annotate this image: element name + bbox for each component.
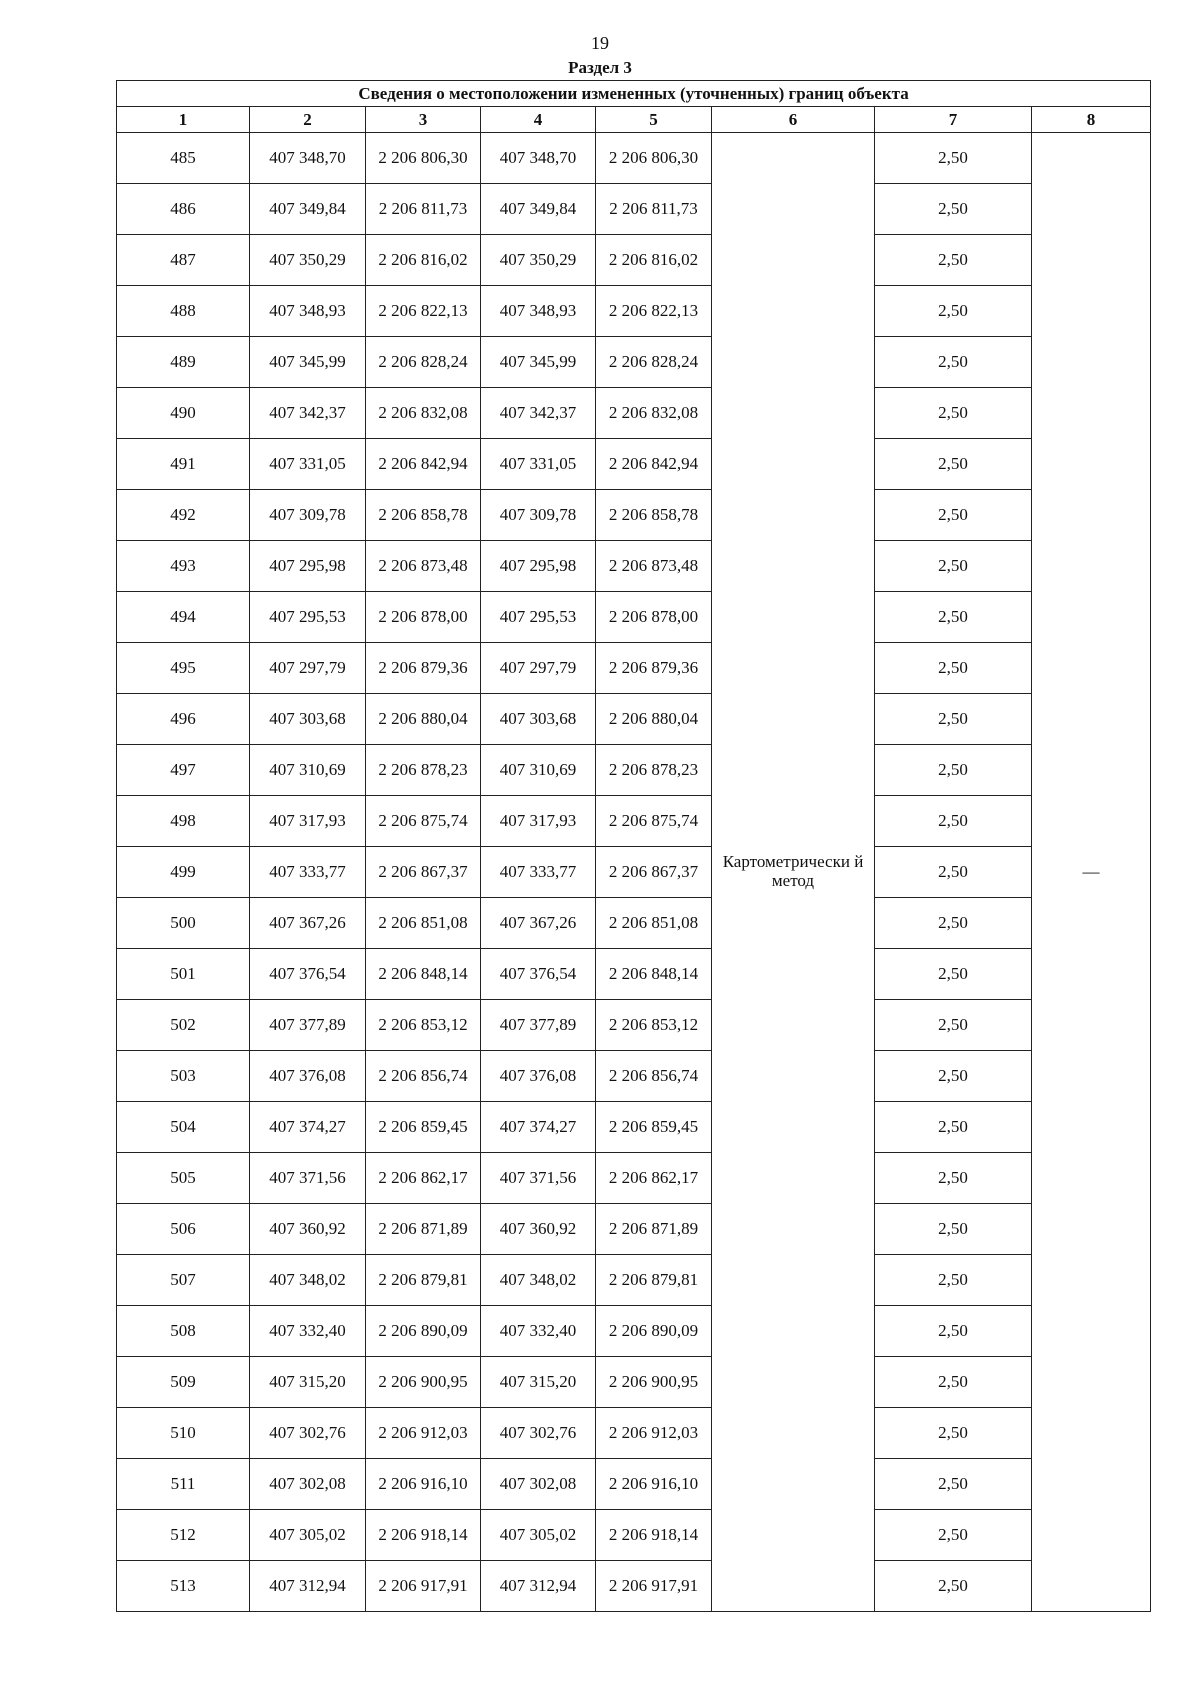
y-existing-cell: 2 206 878,23: [366, 745, 481, 796]
accuracy-cell: 2,50: [875, 1408, 1032, 1459]
x-existing-cell: 407 305,02: [250, 1510, 366, 1561]
x-updated-cell: 407 295,98: [481, 541, 596, 592]
accuracy-cell: 2,50: [875, 133, 1032, 184]
table-row: [117, 1510, 1151, 1561]
x-existing-cell: 407 348,70: [250, 133, 366, 184]
y-updated-cell: 2 206 853,12: [596, 1000, 712, 1051]
x-updated-cell: 407 302,08: [481, 1459, 596, 1510]
point-number-cell: 497: [117, 745, 250, 796]
column-header: 8: [1032, 107, 1151, 133]
x-updated-cell: 407 350,29: [481, 235, 596, 286]
table-row: [117, 133, 1151, 184]
x-existing-cell: 407 349,84: [250, 184, 366, 235]
table-row: [117, 745, 1151, 796]
table-row: [117, 235, 1151, 286]
y-existing-cell: 2 206 916,10: [366, 1459, 481, 1510]
point-number-cell: 511: [117, 1459, 250, 1510]
x-updated-cell: 407 331,05: [481, 439, 596, 490]
point-number-cell: 504: [117, 1102, 250, 1153]
column-header: 1: [117, 107, 250, 133]
x-existing-cell: 407 295,98: [250, 541, 366, 592]
y-updated-cell: 2 206 916,10: [596, 1459, 712, 1510]
y-updated-cell: 2 206 875,74: [596, 796, 712, 847]
x-updated-cell: 407 371,56: [481, 1153, 596, 1204]
x-existing-cell: 407 295,53: [250, 592, 366, 643]
accuracy-cell: 2,50: [875, 337, 1032, 388]
column-header: 4: [481, 107, 596, 133]
y-existing-cell: 2 206 856,74: [366, 1051, 481, 1102]
y-existing-cell: 2 206 858,78: [366, 490, 481, 541]
accuracy-cell: 2,50: [875, 1102, 1032, 1153]
point-number-cell: 489: [117, 337, 250, 388]
y-updated-cell: 2 206 828,24: [596, 337, 712, 388]
boundary-coordinates-table: [116, 80, 1151, 1612]
point-number-cell: 505: [117, 1153, 250, 1204]
section-title: Раздел 3: [568, 58, 632, 77]
y-updated-cell: 2 206 859,45: [596, 1102, 712, 1153]
column-header: 2: [250, 107, 366, 133]
y-existing-cell: 2 206 871,89: [366, 1204, 481, 1255]
x-updated-cell: 407 349,84: [481, 184, 596, 235]
x-updated-cell: 407 317,93: [481, 796, 596, 847]
column-header: 5: [596, 107, 712, 133]
x-updated-cell: 407 302,76: [481, 1408, 596, 1459]
x-updated-cell: 407 332,40: [481, 1306, 596, 1357]
x-existing-cell: 407 376,08: [250, 1051, 366, 1102]
table-caption: Сведения о местоположении измененных (уточненных) границ объекта: [117, 81, 1151, 107]
accuracy-cell: 2,50: [875, 898, 1032, 949]
accuracy-cell: 2,50: [875, 745, 1032, 796]
y-existing-cell: 2 206 878,00: [366, 592, 481, 643]
point-number-cell: 491: [117, 439, 250, 490]
y-updated-cell: 2 206 842,94: [596, 439, 712, 490]
accuracy-cell: 2,50: [875, 847, 1032, 898]
y-existing-cell: 2 206 900,95: [366, 1357, 481, 1408]
point-number-cell: 509: [117, 1357, 250, 1408]
table-row: [117, 1459, 1151, 1510]
x-updated-cell: 407 297,79: [481, 643, 596, 694]
table-row: [117, 1306, 1151, 1357]
y-existing-cell: 2 206 867,37: [366, 847, 481, 898]
table-row: [117, 949, 1151, 1000]
x-existing-cell: 407 342,37: [250, 388, 366, 439]
point-number-cell: 506: [117, 1204, 250, 1255]
y-existing-cell: 2 206 879,81: [366, 1255, 481, 1306]
table-row: [117, 1255, 1151, 1306]
x-existing-cell: 407 303,68: [250, 694, 366, 745]
y-existing-cell: 2 206 848,14: [366, 949, 481, 1000]
column-header: 3: [366, 107, 481, 133]
y-updated-cell: 2 206 890,09: [596, 1306, 712, 1357]
accuracy-cell: 2,50: [875, 1153, 1032, 1204]
x-existing-cell: 407 332,40: [250, 1306, 366, 1357]
y-updated-cell: 2 206 856,74: [596, 1051, 712, 1102]
y-updated-cell: 2 206 822,13: [596, 286, 712, 337]
point-number-cell: 490: [117, 388, 250, 439]
x-updated-cell: 407 348,70: [481, 133, 596, 184]
y-updated-cell: 2 206 871,89: [596, 1204, 712, 1255]
x-updated-cell: 407 333,77: [481, 847, 596, 898]
x-updated-cell: 407 348,93: [481, 286, 596, 337]
column-header: 7: [875, 107, 1032, 133]
y-existing-cell: 2 206 879,36: [366, 643, 481, 694]
table-row: [117, 1153, 1151, 1204]
x-existing-cell: 407 348,02: [250, 1255, 366, 1306]
y-updated-cell: 2 206 912,03: [596, 1408, 712, 1459]
method-cell: Картометрически й метод: [712, 133, 875, 1612]
y-updated-cell: 2 206 862,17: [596, 1153, 712, 1204]
point-number-cell: 503: [117, 1051, 250, 1102]
point-number-cell: 510: [117, 1408, 250, 1459]
accuracy-cell: 2,50: [875, 1255, 1032, 1306]
x-updated-cell: 407 376,08: [481, 1051, 596, 1102]
point-number-cell: 488: [117, 286, 250, 337]
column-header: 6: [712, 107, 875, 133]
point-number-cell: 486: [117, 184, 250, 235]
y-existing-cell: 2 206 862,17: [366, 1153, 481, 1204]
note-cell: —: [1032, 133, 1151, 1612]
x-existing-cell: 407 302,76: [250, 1408, 366, 1459]
x-updated-cell: 407 295,53: [481, 592, 596, 643]
y-updated-cell: 2 206 873,48: [596, 541, 712, 592]
y-existing-cell: 2 206 880,04: [366, 694, 481, 745]
y-existing-cell: 2 206 875,74: [366, 796, 481, 847]
x-updated-cell: 407 348,02: [481, 1255, 596, 1306]
y-updated-cell: 2 206 879,81: [596, 1255, 712, 1306]
y-existing-cell: 2 206 853,12: [366, 1000, 481, 1051]
table-row: [117, 490, 1151, 541]
table-row: [117, 643, 1151, 694]
x-existing-cell: 407 309,78: [250, 490, 366, 541]
y-existing-cell: 2 206 873,48: [366, 541, 481, 592]
x-updated-cell: 407 303,68: [481, 694, 596, 745]
y-updated-cell: 2 206 851,08: [596, 898, 712, 949]
y-existing-cell: 2 206 816,02: [366, 235, 481, 286]
x-existing-cell: 407 310,69: [250, 745, 366, 796]
x-updated-cell: 407 315,20: [481, 1357, 596, 1408]
x-updated-cell: 407 309,78: [481, 490, 596, 541]
point-number-cell: 485: [117, 133, 250, 184]
point-number-cell: 500: [117, 898, 250, 949]
y-updated-cell: 2 206 878,23: [596, 745, 712, 796]
y-updated-cell: 2 206 858,78: [596, 490, 712, 541]
x-existing-cell: 407 315,20: [250, 1357, 366, 1408]
y-updated-cell: 2 206 816,02: [596, 235, 712, 286]
point-number-cell: 508: [117, 1306, 250, 1357]
table-row: [117, 1408, 1151, 1459]
accuracy-cell: 2,50: [875, 1000, 1032, 1051]
point-number-cell: 494: [117, 592, 250, 643]
x-existing-cell: 407 350,29: [250, 235, 366, 286]
accuracy-cell: 2,50: [875, 1459, 1032, 1510]
y-existing-cell: 2 206 912,03: [366, 1408, 481, 1459]
y-updated-cell: 2 206 832,08: [596, 388, 712, 439]
x-existing-cell: 407 333,77: [250, 847, 366, 898]
accuracy-cell: 2,50: [875, 541, 1032, 592]
y-existing-cell: 2 206 917,91: [366, 1561, 481, 1612]
point-number-cell: 496: [117, 694, 250, 745]
point-number-cell: 498: [117, 796, 250, 847]
x-existing-cell: 407 377,89: [250, 1000, 366, 1051]
accuracy-cell: 2,50: [875, 1357, 1032, 1408]
x-updated-cell: 407 376,54: [481, 949, 596, 1000]
table-row: [117, 439, 1151, 490]
y-existing-cell: 2 206 822,13: [366, 286, 481, 337]
x-existing-cell: 407 367,26: [250, 898, 366, 949]
accuracy-cell: 2,50: [875, 643, 1032, 694]
y-updated-cell: 2 206 878,00: [596, 592, 712, 643]
accuracy-cell: 2,50: [875, 592, 1032, 643]
table-row: [117, 184, 1151, 235]
y-updated-cell: 2 206 848,14: [596, 949, 712, 1000]
table-row: [117, 847, 1151, 898]
x-existing-cell: 407 348,93: [250, 286, 366, 337]
accuracy-cell: 2,50: [875, 694, 1032, 745]
table-row: [117, 1000, 1151, 1051]
x-existing-cell: 407 360,92: [250, 1204, 366, 1255]
column-header-row: [117, 107, 1151, 133]
x-existing-cell: 407 374,27: [250, 1102, 366, 1153]
y-existing-cell: 2 206 859,45: [366, 1102, 481, 1153]
x-updated-cell: 407 342,37: [481, 388, 596, 439]
y-updated-cell: 2 206 811,73: [596, 184, 712, 235]
y-existing-cell: 2 206 842,94: [366, 439, 481, 490]
point-number-cell: 493: [117, 541, 250, 592]
x-updated-cell: 407 345,99: [481, 337, 596, 388]
point-number-cell: 502: [117, 1000, 250, 1051]
x-updated-cell: 407 305,02: [481, 1510, 596, 1561]
table-row: [117, 286, 1151, 337]
accuracy-cell: 2,50: [875, 439, 1032, 490]
table-row: [117, 1357, 1151, 1408]
table-row: [117, 592, 1151, 643]
x-existing-cell: 407 317,93: [250, 796, 366, 847]
point-number-cell: 501: [117, 949, 250, 1000]
accuracy-cell: 2,50: [875, 235, 1032, 286]
table-row: [117, 337, 1151, 388]
y-updated-cell: 2 206 917,91: [596, 1561, 712, 1612]
point-number-cell: 495: [117, 643, 250, 694]
accuracy-cell: 2,50: [875, 388, 1032, 439]
accuracy-cell: 2,50: [875, 184, 1032, 235]
x-existing-cell: 407 312,94: [250, 1561, 366, 1612]
table-row: [117, 541, 1151, 592]
x-updated-cell: 407 377,89: [481, 1000, 596, 1051]
x-updated-cell: 407 310,69: [481, 745, 596, 796]
x-updated-cell: 407 360,92: [481, 1204, 596, 1255]
point-number-cell: 512: [117, 1510, 250, 1561]
accuracy-cell: 2,50: [875, 1510, 1032, 1561]
x-existing-cell: 407 371,56: [250, 1153, 366, 1204]
x-updated-cell: 407 367,26: [481, 898, 596, 949]
y-existing-cell: 2 206 811,73: [366, 184, 481, 235]
x-existing-cell: 407 376,54: [250, 949, 366, 1000]
table-body: [117, 133, 1151, 1612]
y-existing-cell: 2 206 832,08: [366, 388, 481, 439]
accuracy-cell: 2,50: [875, 1306, 1032, 1357]
table-row: [117, 1051, 1151, 1102]
y-updated-cell: 2 206 880,04: [596, 694, 712, 745]
x-existing-cell: 407 302,08: [250, 1459, 366, 1510]
y-updated-cell: 2 206 806,30: [596, 133, 712, 184]
accuracy-cell: 2,50: [875, 1051, 1032, 1102]
table-row: [117, 388, 1151, 439]
table-row: [117, 796, 1151, 847]
table-row: [117, 1204, 1151, 1255]
x-updated-cell: 407 312,94: [481, 1561, 596, 1612]
table-row: [117, 1561, 1151, 1612]
point-number-cell: 507: [117, 1255, 250, 1306]
y-existing-cell: 2 206 806,30: [366, 133, 481, 184]
x-existing-cell: 407 331,05: [250, 439, 366, 490]
y-existing-cell: 2 206 918,14: [366, 1510, 481, 1561]
x-updated-cell: 407 374,27: [481, 1102, 596, 1153]
y-updated-cell: 2 206 867,37: [596, 847, 712, 898]
y-existing-cell: 2 206 828,24: [366, 337, 481, 388]
table-row: [117, 898, 1151, 949]
accuracy-cell: 2,50: [875, 490, 1032, 541]
accuracy-cell: 2,50: [875, 1561, 1032, 1612]
y-existing-cell: 2 206 890,09: [366, 1306, 481, 1357]
table-row: [117, 1102, 1151, 1153]
x-existing-cell: 407 345,99: [250, 337, 366, 388]
accuracy-cell: 2,50: [875, 1204, 1032, 1255]
accuracy-cell: 2,50: [875, 286, 1032, 337]
table-row: [117, 694, 1151, 745]
point-number-cell: 492: [117, 490, 250, 541]
x-existing-cell: 407 297,79: [250, 643, 366, 694]
y-existing-cell: 2 206 851,08: [366, 898, 481, 949]
y-updated-cell: 2 206 918,14: [596, 1510, 712, 1561]
page-number: 19: [591, 33, 609, 53]
y-updated-cell: 2 206 879,36: [596, 643, 712, 694]
accuracy-cell: 2,50: [875, 949, 1032, 1000]
accuracy-cell: 2,50: [875, 796, 1032, 847]
point-number-cell: 487: [117, 235, 250, 286]
point-number-cell: 499: [117, 847, 250, 898]
y-updated-cell: 2 206 900,95: [596, 1357, 712, 1408]
point-number-cell: 513: [117, 1561, 250, 1612]
